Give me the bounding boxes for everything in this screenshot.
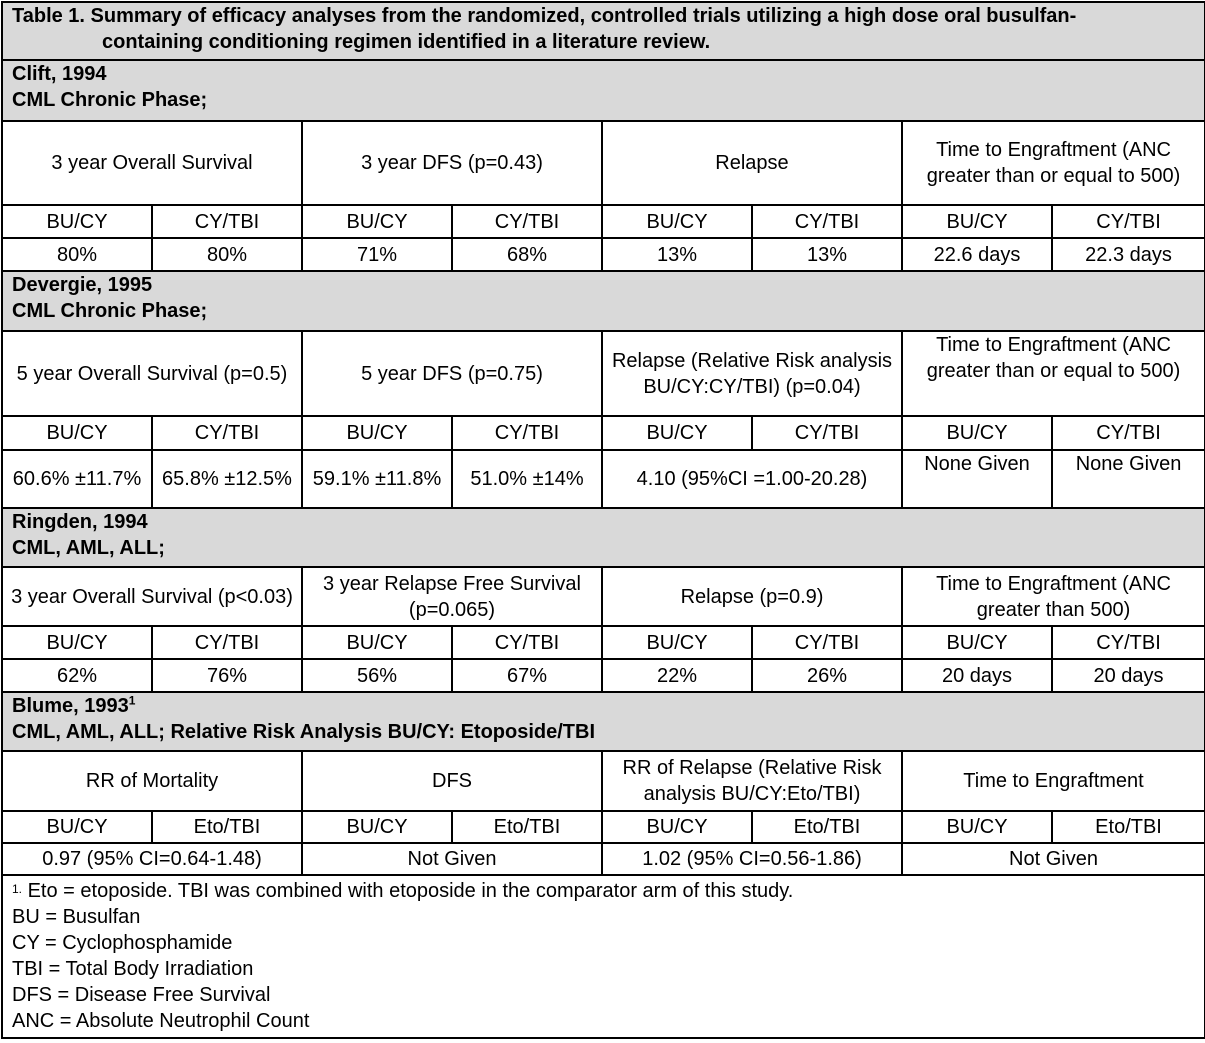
arm-label: BU/CY [302, 811, 452, 843]
arm-row [2, 626, 1205, 659]
arm-label: Eto/TBI [452, 811, 602, 843]
endpoint-header-row [2, 331, 1205, 416]
endpoint-header: RR of Mortality [2, 751, 302, 811]
value-row [2, 843, 1205, 875]
value-cell: 51.0% ±14% [452, 450, 602, 508]
efficacy-summary-table [1, 1, 1205, 1039]
value-cell: None Given [1052, 450, 1205, 508]
study-subtitle: CML Chronic Phase; [12, 300, 208, 322]
endpoint-header: 5 year Overall Survival (p=0.5) [2, 331, 302, 416]
arm-label: CY/TBI [1052, 416, 1205, 450]
abbreviation-item: TBI = Total Body Irradiation [12, 958, 254, 980]
study-subtitle: CML, AML, ALL; [12, 537, 165, 559]
endpoint-header: Time to Engraftment [902, 751, 1205, 811]
endpoint-header: 5 year DFS (p=0.75) [302, 331, 602, 416]
arm-label: Eto/TBI [1052, 811, 1205, 843]
value-cell: 76% [152, 659, 302, 692]
abbreviation-item: ANC = Absolute Neutrophil Count [12, 1010, 310, 1032]
value-cell: 22.3 days [1052, 238, 1205, 271]
endpoint-header-row [2, 121, 1205, 205]
arm-label: BU/CY [902, 626, 1052, 659]
arm-label: BU/CY [902, 811, 1052, 843]
study-header-row [2, 508, 1205, 567]
arm-label: BU/CY [2, 811, 152, 843]
value-cell: 67% [452, 659, 602, 692]
arm-label: CY/TBI [152, 205, 302, 238]
endpoint-header: Time to Engraftment (ANC greater than or equal to 500) [902, 331, 1205, 416]
endpoint-header: 3 year Overall Survival (p<0.03) [2, 567, 302, 626]
value-cell: 26% [752, 659, 902, 692]
value-cell: 80% [152, 238, 302, 271]
arm-label: BU/CY [602, 626, 752, 659]
abbreviation-item: BU = Busulfan [12, 906, 141, 928]
arm-label: CY/TBI [152, 626, 302, 659]
arm-label: BU/CY [302, 416, 452, 450]
study-title: Devergie, 1995 [12, 274, 153, 296]
arm-row [2, 811, 1205, 843]
value-cell: 59.1% ±11.8% [302, 450, 452, 508]
arm-label: Eto/TBI [152, 811, 302, 843]
arm-label: BU/CY [2, 205, 152, 238]
value-row [2, 450, 1205, 508]
study-header-row [2, 60, 1205, 121]
endpoint-header: Relapse (p=0.9) [602, 567, 902, 626]
value-cell: Not Given [902, 843, 1205, 875]
arm-label: BU/CY [602, 205, 752, 238]
study-subtitle: CML, AML, ALL; Relative Risk Analysis BU/CY: Etoposide/TBI [12, 721, 596, 743]
value-cell: None Given [902, 450, 1052, 508]
footnotes-row [2, 875, 1205, 1038]
value-cell: 80% [2, 238, 152, 271]
endpoint-header-row [2, 567, 1205, 626]
value-cell: 60.6% ±11.7% [2, 450, 152, 508]
endpoint-header: 3 year Overall Survival [2, 121, 302, 205]
value-cell: 56% [302, 659, 452, 692]
abbreviation-item: DFS = Disease Free Survival [12, 984, 271, 1006]
study-title: Ringden, 1994 [12, 511, 148, 533]
footnote-text: Eto = etoposide. TBI was combined with etoposide in the comparator arm of this study. [22, 880, 794, 902]
study-title-footnote-marker: 1 [128, 693, 136, 708]
value-cell: 20 days [1052, 659, 1205, 692]
value-cell: 22.6 days [902, 238, 1052, 271]
value-cell: 22% [602, 659, 752, 692]
value-cell: 0.97 (95% CI=0.64-1.48) [2, 843, 302, 875]
table-caption [2, 2, 1205, 60]
arm-label: CY/TBI [152, 416, 302, 450]
arm-label: BU/CY [302, 626, 452, 659]
arm-label: CY/TBI [752, 626, 902, 659]
arm-row [2, 205, 1205, 238]
value-cell: 1.02 (95% CI=0.56-1.86) [602, 843, 902, 875]
arm-label: CY/TBI [452, 416, 602, 450]
value-row [2, 238, 1205, 271]
arm-label: CY/TBI [752, 416, 902, 450]
value-cell: 20 days [902, 659, 1052, 692]
study-subtitle: CML Chronic Phase; [12, 89, 208, 111]
caption-line-1: Table 1. Summary of efficacy analyses from the randomized, controlled trials utilizing a high dose oral busulfan- [12, 5, 1077, 27]
arm-label: BU/CY [602, 416, 752, 450]
study-title: Blume, 1993 [12, 695, 129, 717]
abbreviation-item: CY = Cyclophosphamide [12, 932, 233, 954]
value-cell: 13% [752, 238, 902, 271]
arm-label: CY/TBI [1052, 205, 1205, 238]
value-cell: Not Given [302, 843, 602, 875]
arm-label: Eto/TBI [752, 811, 902, 843]
value-cell: 4.10 (95%CI =1.00-20.28) [602, 450, 902, 508]
endpoint-header: Time to Engraftment (ANC greater than or equal to 500) [902, 121, 1205, 205]
footnotes [2, 875, 1205, 1038]
arm-label: BU/CY [302, 205, 452, 238]
footnote-marker: 1. [12, 882, 23, 896]
arm-label: CY/TBI [1052, 626, 1205, 659]
value-row [2, 659, 1205, 692]
value-cell: 62% [2, 659, 152, 692]
table-caption-row [2, 2, 1205, 60]
arm-label: CY/TBI [452, 205, 602, 238]
study-title: Clift, 1994 [12, 63, 107, 85]
arm-row [2, 416, 1205, 450]
value-cell: 65.8% ±12.5% [152, 450, 302, 508]
endpoint-header: Relapse [602, 121, 902, 205]
endpoint-header-row [2, 751, 1205, 811]
endpoint-header: 3 year DFS (p=0.43) [302, 121, 602, 205]
arm-label: BU/CY [2, 416, 152, 450]
endpoint-header: Time to Engraftment (ANC greater than 500) [902, 567, 1205, 626]
study-header-row [2, 271, 1205, 331]
endpoint-header: DFS [302, 751, 602, 811]
endpoint-header: RR of Relapse (Relative Risk analysis BU/CY:Eto/TBI) [602, 751, 902, 811]
value-cell: 68% [452, 238, 602, 271]
footnote-1 [12, 878, 1195, 904]
arm-label: CY/TBI [452, 626, 602, 659]
arm-label: BU/CY [902, 205, 1052, 238]
caption-line-2: containing conditioning regimen identified in a literature review. [102, 31, 711, 53]
arm-label: BU/CY [602, 811, 752, 843]
arm-label: BU/CY [2, 626, 152, 659]
endpoint-header: Relapse (Relative Risk analysis BU/CY:CY/TBI) (p=0.04) [602, 331, 902, 416]
study-header-row [2, 692, 1205, 751]
endpoint-header: 3 year Relapse Free Survival (p=0.065) [302, 567, 602, 626]
arm-label: BU/CY [902, 416, 1052, 450]
arm-label: CY/TBI [752, 205, 902, 238]
value-cell: 71% [302, 238, 452, 271]
value-cell: 13% [602, 238, 752, 271]
